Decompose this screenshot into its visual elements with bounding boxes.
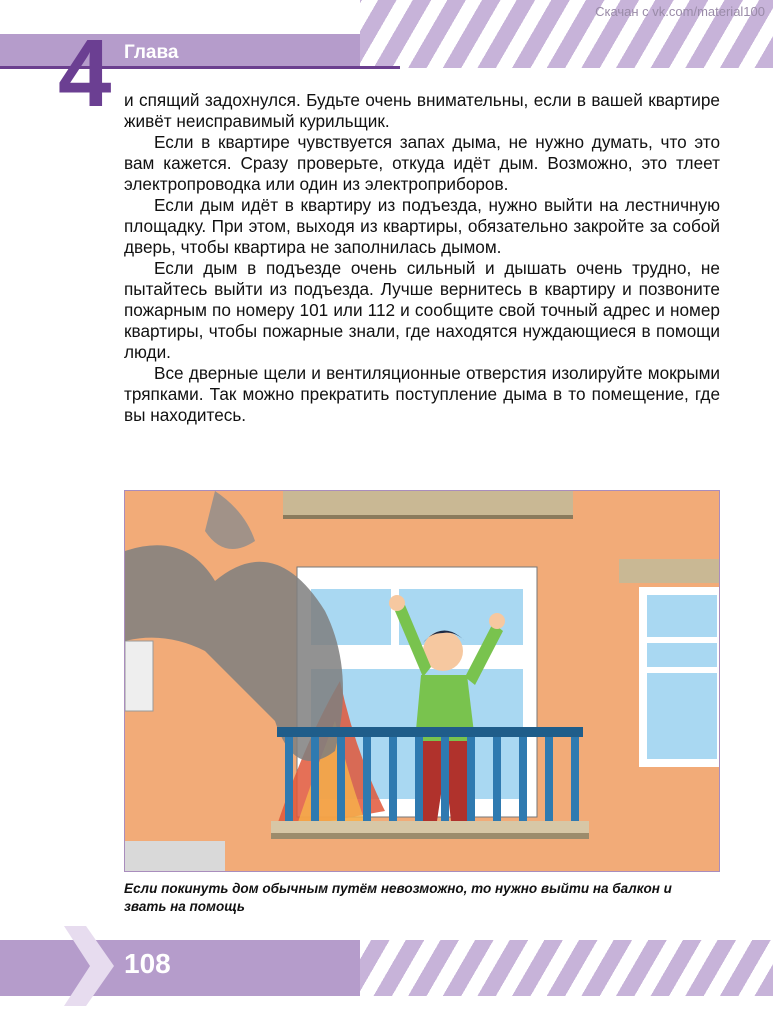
paragraph-5: Все дверные щели и вентиляционные отверстия изолируйте мокрыми тряпками. Так можно прекратить поступление дыма в то помещение, где вы находитесь.: [124, 363, 720, 425]
footer-band: [0, 940, 773, 996]
illustration-caption: Если покинуть дом обычным путём невозможно, то нужно выйти на балкон и звать на помощь: [124, 881, 672, 914]
illustration-balcony: [124, 490, 720, 872]
source-note: Скачан с vk.com/material100: [595, 4, 765, 19]
paragraph-2: Если в квартире чувствуется запах дыма, не нужно думать, что это вам кажется. Сразу проверьте, откуда идёт дым. Возможно, это тлеет электропроводка или один из электроприборов.: [124, 132, 720, 194]
footer-band-fill: [0, 940, 400, 996]
chapter-label: Глава: [124, 42, 179, 63]
chevron-right-icon: [64, 926, 114, 1006]
paragraph-3: Если дым идёт в квартиру из подъезда, нужно выйти на лестничную площадку. При этом, выходя из квартиры, обязательно закройте за собой дверь, чтобы квартира не заполнилась дымом.: [124, 195, 720, 257]
chapter-number: 4: [58, 20, 112, 127]
paragraph-1: и спящий задохнулся. Будьте очень внимательны, если в вашей квартире живёт неисправимый курильщик.: [124, 90, 720, 131]
paragraph-4: Если дым в подъезде очень сильный и дышать очень трудно, не пытайтесь выйти из подъезда. Лучше вернитесь в квартиру и позвоните пожарным по номеру 101 или 112 и сообщите свой точный адрес и номер квартиры, чтобы пожарные знали, где находятся нуждающиеся в помощи люди.: [124, 258, 720, 362]
balcony-scene-image: [125, 491, 719, 871]
page-number: 108: [124, 948, 171, 979]
body-text: [124, 90, 720, 426]
footer-stripes: [360, 940, 773, 996]
